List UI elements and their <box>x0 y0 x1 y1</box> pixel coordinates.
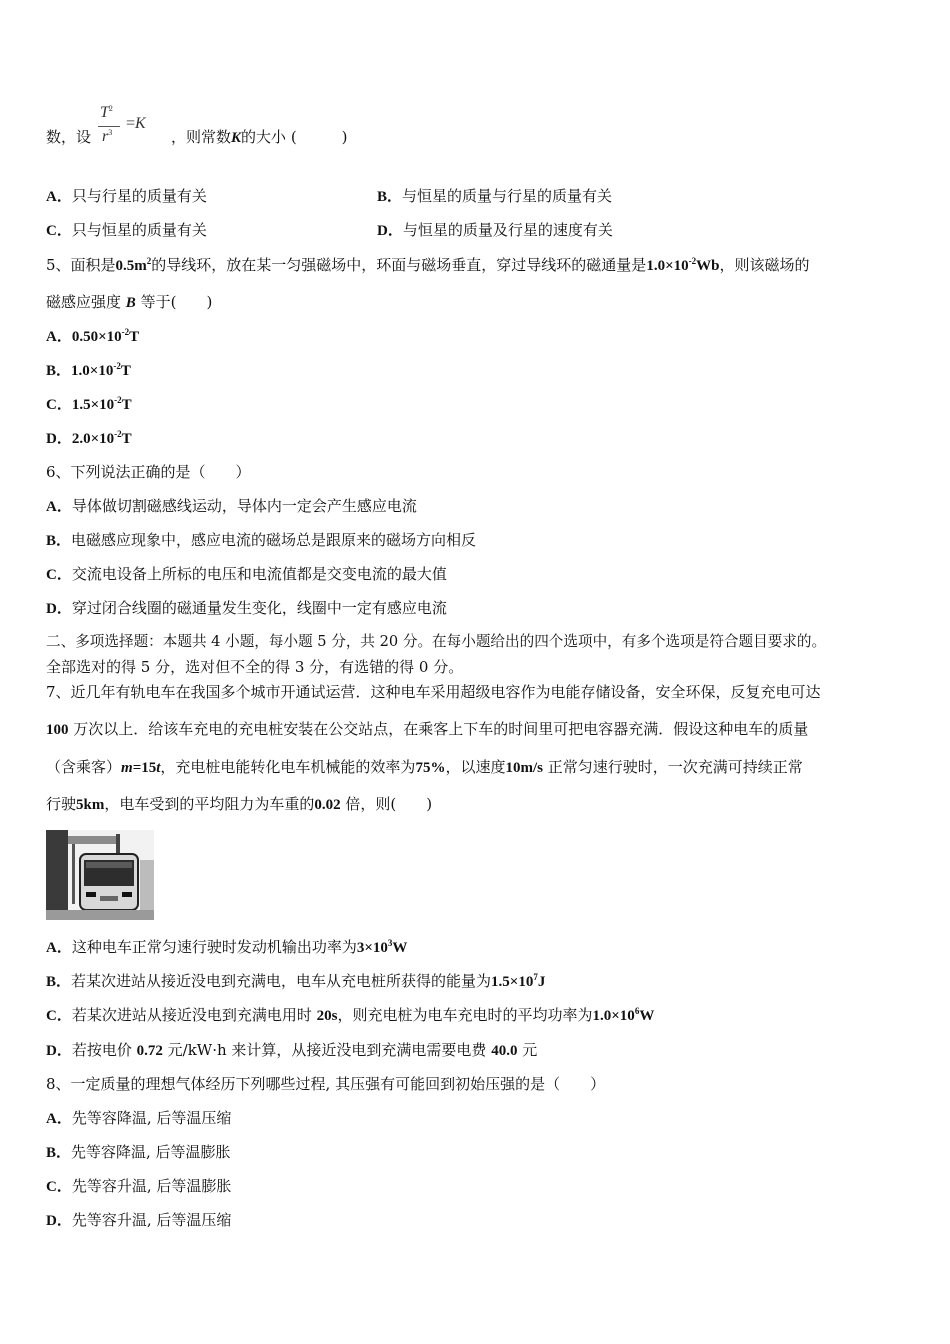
q6-option-a[interactable]: A．导体做切割磁感线运动，导体内一定会产生感应电流 <box>46 497 417 515</box>
q7-option-a[interactable]: A．这种电车正常匀速行驶时发动机输出功率为$3\times 10^3W$ <box>46 938 408 956</box>
formula-equals-k: =K <box>126 115 146 132</box>
formula-numerator: $T^2$ <box>100 104 113 121</box>
formula-denominator: $r^3$ <box>102 128 113 145</box>
q4-k: K <box>231 130 242 146</box>
q5-stem-line1: 5、面积是$0.5m^2$的导线环，放在某一匀强磁场中，环面与磁场垂直，穿过导线环的磁通量是$1.0\times 10^{-2}Wb$，则该磁场的 <box>46 256 810 274</box>
q5-option-c[interactable]: C．$1.5\times 10^{-2}T$ <box>46 395 132 413</box>
q5-option-b[interactable]: B．$1.0\times 10^{-2}T$ <box>46 361 131 379</box>
q6-option-b[interactable]: B．电磁感应现象中，感应电流的磁场总是跟原来的磁场方向相反 <box>46 531 477 549</box>
q7-stem-line2: 100 万次以上．给该车充电的充电桩安装在公交站点，在乘客上下车的时间里可把电容器充满．假设这种电车的质量 <box>46 720 809 738</box>
q8-stem: 8、一定质量的理想气体经历下列哪些过程, 其压强有可能回到初始压强的是（ ） <box>46 1075 606 1093</box>
q5-stem-line2: 磁感应强度 B 等于( ) <box>46 293 213 311</box>
q5-option-a[interactable]: A．$0.50\times 10^{-2}T$ <box>46 327 140 345</box>
q4-tail2: 的大小 ( ) <box>241 128 348 146</box>
section2-heading-line1: 二、多项选择题：本题共 4 小题，每小题 5 分，共 20 分。在每小题给出的四个选项中，有多个选项是符合题目要求的。 <box>46 633 827 650</box>
q7-stem-line3: （含乘客）m=15t，充电桩电能转化电车机械能的效率为75%，以速度10m/s 正常匀速行驶时，一次充满可持续正常 <box>46 758 803 776</box>
q6-option-d[interactable]: D．穿过闭合线圈的磁通量发生变化，线圈中一定有感应电流 <box>46 599 447 617</box>
q7-option-c[interactable]: C．若某次进站从接近没电到充满电用时 20s，则充电桩为电车充电时的平均功率为$1.0\times 10^6W$ <box>46 1006 655 1024</box>
q4-stem-line <box>46 127 348 148</box>
q4-tail: ，则常数 <box>171 128 232 146</box>
q8-option-b[interactable]: B．先等容降温, 后等温膨胀 <box>46 1143 231 1161</box>
q8-option-d[interactable]: D．先等容升温, 后等温压缩 <box>46 1211 232 1229</box>
q4-option-b[interactable]: B．与恒星的质量与行星的质量有关 <box>377 187 613 205</box>
q4-lead: 数，设 <box>46 128 92 146</box>
kepler-formula <box>98 100 168 150</box>
q7-option-b[interactable]: B．若某次进站从接近没电到充满电，电车从充电桩所获得的能量为$1.5\times 10^7J$ <box>46 972 546 990</box>
q6-option-c[interactable]: C．交流电设备上所标的电压和电流值都是交变电流的最大值 <box>46 565 447 583</box>
q4-option-a[interactable]: A．只与行星的质量有关 <box>46 187 207 205</box>
section2-heading-line2: 全部选对的得 5 分，选对但不全的得 3 分，有选错的得 0 分。 <box>46 658 464 676</box>
q4-option-c[interactable]: C．只与恒星的质量有关 <box>46 221 207 239</box>
q7-stem-line4: 行驶5km，电车受到的平均阻力为车重的0.02 倍，则( ) <box>46 795 433 813</box>
q7-stem-line1: 7、近几年有轨电车在我国多个城市开通试运营．这种电车采用超级电容作为电能存储设备，安全环保，反复充电可达 <box>46 683 821 701</box>
bus-at-charging-station-image <box>46 830 154 920</box>
q6-stem: 6、下列说法正确的是（ ） <box>46 463 251 481</box>
q8-option-a[interactable]: A．先等容降温, 后等温压缩 <box>46 1109 232 1127</box>
q5-option-d[interactable]: D．$2.0\times 10^{-2}T$ <box>46 429 132 447</box>
fraction-bar <box>98 126 120 127</box>
q4-option-d[interactable]: D．与恒星的质量及行星的速度有关 <box>377 221 613 239</box>
q8-option-c[interactable]: C．先等容升温, 后等温膨胀 <box>46 1177 232 1195</box>
q7-option-d[interactable]: D．若按电价 0.72 元/kW·h 来计算，从接近没电到充满电需要电费 40.0 元 <box>46 1041 538 1059</box>
